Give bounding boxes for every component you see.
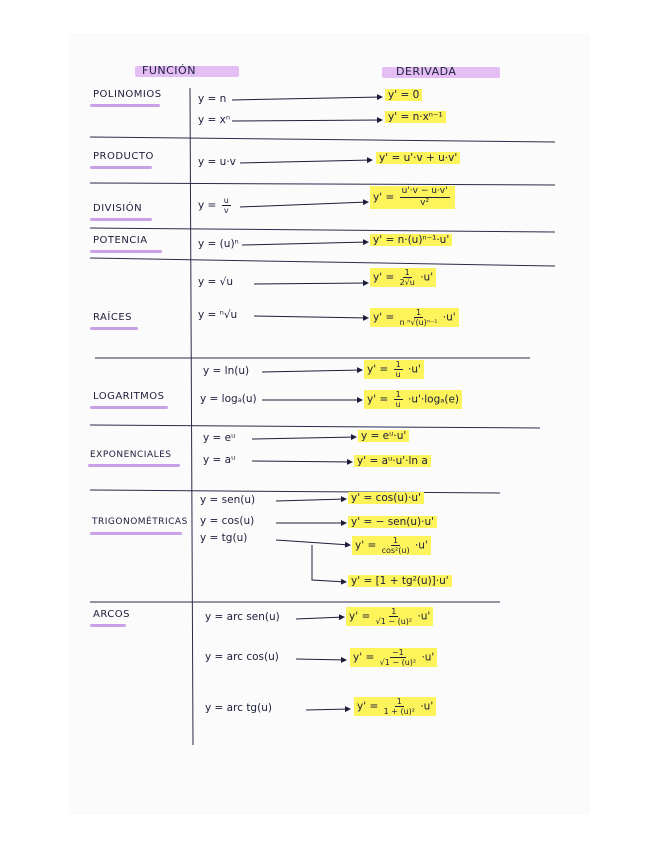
arrow xyxy=(252,461,352,462)
derivative-formula: y' = $\frac{1}{2√u}$ ·u' xyxy=(370,268,436,287)
function-formula: y = cos(u) xyxy=(200,515,255,527)
row-separator xyxy=(90,228,555,232)
row-separator xyxy=(90,490,500,493)
category-label: POTENCIA xyxy=(93,235,148,246)
row-separator xyxy=(90,258,555,266)
function-formula: y = (u)ⁿ xyxy=(198,238,239,250)
category-underline xyxy=(90,104,160,107)
derivative-formula-alt: y' = [1 + tg²(u)]·u' xyxy=(348,575,452,587)
derivative-formula: y' = n·xⁿ⁻¹ xyxy=(385,111,446,123)
derivative-formula: y' = $\frac{1}{\text{cos²(u)}}$ ·u' xyxy=(352,536,431,555)
category-label: ARCOS xyxy=(93,609,130,620)
derivative-formula: y' = aᵘ·u'·ln a xyxy=(354,455,431,467)
function-formula: y = √u xyxy=(198,276,234,288)
category-underline xyxy=(90,532,182,535)
function-formula: y = $\frac{u}{v}$ xyxy=(198,196,229,215)
function-formula: y = logₐ(u) xyxy=(200,393,257,405)
function-formula: y = tg(u) xyxy=(200,532,248,544)
arrow xyxy=(276,499,346,501)
function-formula: y = aᵘ xyxy=(203,454,236,466)
derivative-formula: y' = 0 xyxy=(385,89,422,101)
category-label: TRIGONOMÉTRICAS xyxy=(92,517,188,527)
arrow xyxy=(232,120,382,121)
arrow xyxy=(254,316,368,318)
arrow xyxy=(262,370,362,372)
arrow xyxy=(306,709,350,710)
arrow xyxy=(276,540,350,545)
category-underline xyxy=(90,218,152,221)
function-formula: y = eᵘ xyxy=(203,432,236,444)
arrow xyxy=(296,659,346,660)
arrow xyxy=(312,545,346,582)
category-label: POLINOMIOS xyxy=(93,89,162,100)
derivative-formula: y' = $\frac{1}{\text{n ⁿ√(u)ⁿ⁻¹}}$ ·u' xyxy=(370,308,459,327)
function-formula: y = ⁿ√u xyxy=(198,309,238,321)
category-underline xyxy=(88,464,180,467)
category-label: EXPONENCIALES xyxy=(90,450,172,460)
category-label: DIVISIÓN xyxy=(93,203,143,214)
category-underline xyxy=(90,166,152,169)
function-formula: y = ln(u) xyxy=(203,365,250,377)
arrow xyxy=(240,160,372,163)
function-formula: y = xⁿ xyxy=(198,114,231,126)
row-separator xyxy=(90,183,555,185)
arrow xyxy=(240,202,368,207)
derivative-formula: y = eᵘ·u' xyxy=(358,430,409,442)
arrow xyxy=(296,617,344,619)
category-label: RAÍCES xyxy=(93,312,132,323)
row-separator xyxy=(90,425,540,428)
category-label: LOGARITMOS xyxy=(93,391,165,402)
function-formula: y = u·v xyxy=(198,156,236,168)
derivative-formula: y' = $\frac{1}{u}$ ·u'·logₐ(e) xyxy=(364,390,462,409)
function-formula: y = n xyxy=(198,93,227,105)
column-divider xyxy=(190,88,193,745)
function-formula: y = arc tg(u) xyxy=(205,702,272,714)
header-funcion: FUNCIÓN xyxy=(142,64,196,77)
category-underline xyxy=(90,327,138,330)
arrow xyxy=(242,242,368,245)
row-separator xyxy=(90,137,555,142)
function-formula: y = arc cos(u) xyxy=(205,651,279,663)
arrow xyxy=(252,437,356,439)
derivative-formula: y' = $\frac{1}{\text{1 + (u)²}}$ ·u' xyxy=(354,697,436,716)
derivative-formula: y' = $\frac{u'\cdot v - u\cdot v'}{\text{v²}}$ xyxy=(370,186,455,209)
derivative-formula: y' = $\frac{1}{\text{√1 − (u)²}}$ ·u' xyxy=(346,607,433,626)
category-underline xyxy=(90,624,126,627)
derivative-formula: y' = − sen(u)·u' xyxy=(348,516,437,528)
derivative-formula: y' = cos(u)·u' xyxy=(348,492,424,504)
derivative-formula: y' = $\frac{-1}{\text{√1 − (u)²}}$ ·u' xyxy=(350,648,437,667)
derivative-formula: y' = n·(u)ⁿ⁻¹·u' xyxy=(370,234,452,246)
derivative-formula: y' = $\frac{1}{u}$ ·u' xyxy=(364,360,424,379)
arrow xyxy=(232,97,382,100)
header-derivada: DERIVADA xyxy=(396,65,457,78)
function-formula: y = sen(u) xyxy=(200,494,256,506)
category-underline xyxy=(90,406,168,409)
category-underline xyxy=(90,250,162,253)
derivative-formula: y' = u'·v + u·v' xyxy=(376,152,460,164)
arrow xyxy=(254,283,368,284)
function-formula: y = arc sen(u) xyxy=(205,611,280,623)
category-label: PRODUCTO xyxy=(93,151,154,162)
